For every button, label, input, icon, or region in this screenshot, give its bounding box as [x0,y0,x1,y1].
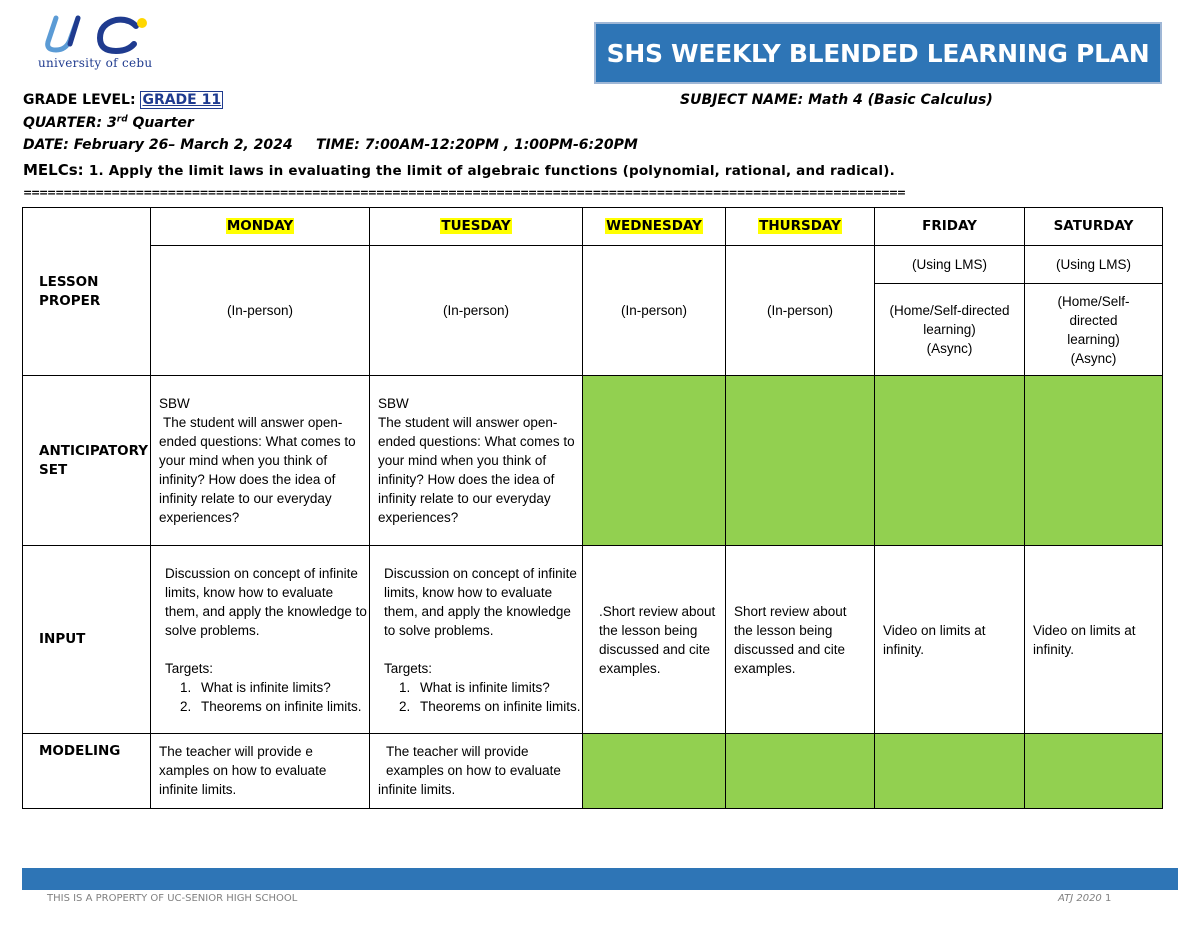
tuesday-modeling-text-1: The teacher will provide examples on how to evaluate [386,744,561,778]
grade-label: GRADE LEVEL: [23,92,136,108]
tuesday-anticipatory [370,376,583,546]
tuesday-modality: (In-person) [370,246,583,376]
quarter-word: Quarter [132,114,194,131]
page-title: SHS WEEKLY BLENDED LEARNING PLAN [606,38,1150,68]
grade-value: GRADE 11 [142,92,222,108]
friday-modeling [875,734,1025,809]
input-cell [23,546,151,734]
monday-sbw-label: SBW [159,396,190,411]
friday-async: (Async) [926,341,973,356]
quarter-label: QUARTER: [23,114,103,131]
tuesday-targets-list [384,678,582,716]
monday-input [151,546,370,734]
monday-anticipatory-text: The student will answer open-ended questions: What comes to your mind when you think of infinity? How does the idea of infinity relate to our everyday experiences? [159,415,356,525]
date-line [23,137,293,153]
table-row-anticipatory [23,376,1163,546]
list-item: 1. What is infinite limits? [414,678,582,697]
monday-targets-list [165,678,369,716]
tuesday-modeling [370,734,583,809]
tuesday-input [370,546,583,734]
tuesday-anticipatory-text: The student will answer open-ended questions: What comes to your mind when you think of infinity? How does the idea of infinity relate to our everyday experiences? [378,415,575,525]
tuesday-targets-label: Targets: [384,660,433,676]
thursday-input: Short review about the lesson being discussed and cite examples. [726,546,875,734]
footer-bar [22,868,1178,890]
tuesday-discussion: Discussion on concept of infinite limits, know how to evaluate them, and apply the knowledge to solve problems. [384,565,577,638]
table-row-input [23,546,1163,734]
friday-lms: (Using LMS) [875,246,1025,284]
tuesday-sbw-label: SBW [378,396,409,411]
time-text: TIME: 7:00AM-12:20PM , 1:00PM-6:20PM [316,137,638,153]
weekly-plan-table [22,207,1163,809]
day-header-wednesday [583,208,726,246]
monday-modality: (In-person) [151,246,370,376]
list-item: 1. What is infinite limits? [195,678,369,697]
day-header-monday [151,208,370,246]
date-text: DATE: February 26– March 2, 2024 [23,137,293,153]
tuesday-modeling-text-2: infinite limits. [378,782,456,797]
subject-label: SUBJECT NAME: [680,92,804,108]
modeling-cell [23,734,151,809]
page-number: 1 [1105,893,1112,904]
time-line [316,137,638,153]
thursday-anticipatory [726,376,875,546]
grade-level-line [23,92,223,108]
wednesday-anticipatory [583,376,726,546]
monday-modeling: The teacher will provide e xamples on how to evaluate infinite limits. [151,734,370,809]
melc-text: 1. Apply the limit laws in evaluating the limit of algebraic functions (polynomial, rational, and radical). [88,163,895,179]
quarter-line [23,114,194,131]
day-header-tuesday [370,208,583,246]
day-header-thursday [726,208,875,246]
anticipatory-set-cell [23,376,151,546]
list-item: 2. Theorems on infinite limits. [195,697,369,716]
monday-discussion: Discussion on concept of infinite limits, know how to evaluate them, and apply the knowledge to solve problems. [165,565,367,638]
lesson-proper-label: LESSON PROPER [39,273,101,309]
monday-anticipatory [151,376,370,546]
thursday-modality: (In-person) [726,246,875,376]
saturday-anticipatory [1025,376,1163,546]
day-friday-label: FRIDAY [922,218,977,234]
table-row-days [23,208,1163,246]
quarter-number: 3 [107,114,117,131]
table-row-modeling [23,734,1163,809]
subject-value: Math 4 (Basic Calculus) [808,92,993,108]
footer-version [1058,893,1111,904]
melc-line [23,161,895,179]
separator-line: ============================================================================================================== [23,186,905,199]
title-banner [594,22,1162,84]
subject-line [680,92,993,108]
footer-version-text: ATJ 2020 [1058,893,1102,904]
friday-home-text: (Home/Self-directed learning) [889,303,1010,337]
monday-targets-label: Targets: [165,660,214,676]
table-row-modality-top [23,246,1163,284]
friday-input: Video on limits at infinity. [875,546,1025,734]
saturday-input: Video on limits at infinity. [1025,546,1163,734]
anticipatory-set-label: ANTICIPATORY SET [39,442,149,478]
lesson-proper-cell [23,208,151,376]
day-wednesday-label: WEDNESDAY [606,218,702,234]
wednesday-input: .Short review about the lesson being discussed and cite examples. [583,546,726,734]
list-item: 2. Theorems on infinite limits. [414,697,582,716]
quarter-suffix: rd [116,114,128,124]
day-header-friday [875,208,1025,246]
saturday-lms: (Using LMS) [1025,246,1163,284]
day-monday-label: MONDAY [226,218,294,234]
day-thursday-label: THURSDAY [759,218,841,234]
friday-anticipatory [875,376,1025,546]
wednesday-modeling [583,734,726,809]
melc-label: MELCs: [23,161,84,179]
modeling-label: MODELING [39,743,121,759]
wednesday-modality: (In-person) [583,246,726,376]
day-saturday-label: SATURDAY [1053,218,1134,234]
thursday-modeling [726,734,875,809]
saturday-home [1025,284,1163,376]
footer-property-text: THIS IS A PROPERTY OF UC-SENIOR HIGH SCHOOL [47,893,298,904]
day-tuesday-label: TUESDAY [441,218,511,234]
saturday-home-text: (Home/Self-directed learning) [1057,293,1130,347]
logo-subtitle: university of cebu [38,56,153,70]
day-header-saturday [1025,208,1163,246]
friday-home [875,284,1025,376]
saturday-modeling [1025,734,1163,809]
uc-logo-icon [38,14,156,54]
input-label: INPUT [39,631,86,647]
saturday-async: (Async) [1070,350,1117,366]
university-logo [38,14,156,72]
